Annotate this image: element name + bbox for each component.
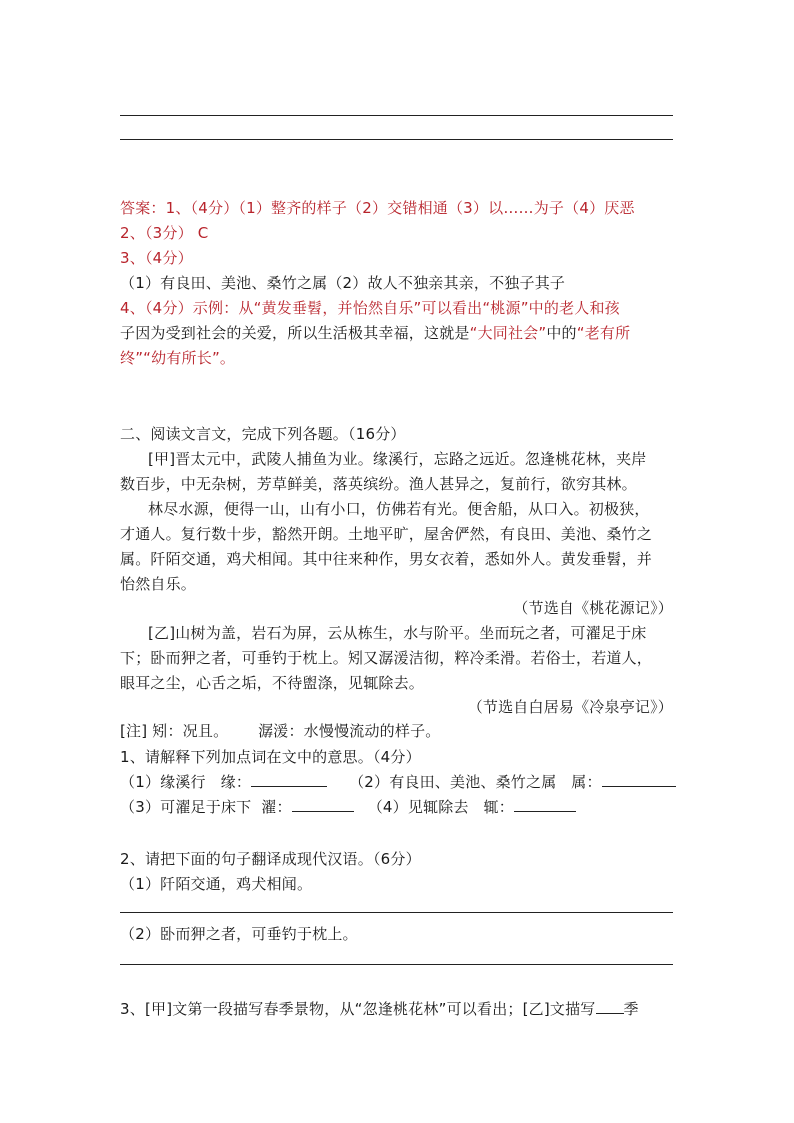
q3-blank[interactable] (596, 999, 624, 1014)
question-2-sentence-1: （1）阡陌交通，鸡犬相闻。 (120, 875, 313, 893)
jia-p2-line-1: 林尽水源，便得一山，山有小口，仿佛若有光。便舍船，从口入。初极狭， (148, 500, 650, 518)
q1-a-label: （1）缘溪行 缘： (120, 773, 252, 791)
answer-key-line-6 (120, 322, 676, 344)
q3-text-a: 3、[甲]文第一段描写春季景物，从“忽逢桃花林”可以看出；[乙]文描写 (120, 1000, 596, 1018)
section-heading: 二、阅读文言文，完成下列各题。（16分） (120, 425, 406, 443)
answer-key-line-6-d: “老有所 (576, 324, 631, 342)
jia-p2-line-4: 怡然自乐。 (120, 575, 197, 593)
answer-key-line-6-a: 子因为受到社会的关爱，所以生活极其幸福，这就是 (120, 324, 470, 342)
question-1-row-1 (120, 771, 676, 793)
q2-answer-line-2[interactable] (120, 964, 673, 965)
yi-line-1: [乙]山树为盖，岩石为屏，云从栋生，水与阶平。坐而玩之者，可濯足于床 (148, 624, 647, 642)
answer-line-1 (120, 115, 673, 116)
answer-key-line-5: 4、（4分）示例：从“黄发垂髫，并怡然自乐”可以看出“桃源”中的老人和孩 (120, 299, 620, 317)
answer-key-line-4: （1）有良田、美池、桑竹之属（2）故人不独亲其亲，不独子其子 (120, 274, 566, 292)
answer-line-2 (120, 139, 673, 140)
answer-key-line-7: 终”“幼有所长”。 (120, 349, 236, 367)
answer-key-line-1: 答案：1、（4分）（1）整齐的样子（2）交错相通（3）以……为子（4）厌恶 (120, 199, 635, 217)
q3-text-b: 季 (623, 1000, 639, 1018)
question-1-row-2 (120, 796, 676, 818)
q1-c-label: （3）可濯足于床下 濯： (120, 798, 292, 816)
q1-d-label: （4）见辄除去 辄： (367, 798, 514, 816)
answer-key-line-2: 2、（3分） C (120, 224, 209, 242)
answer-key-line-6-b: “大同社会” (469, 324, 547, 342)
question-2-prompt: 2、请把下面的句子翻译成现代汉语。（6分） (120, 850, 421, 868)
q1-b-blank[interactable] (602, 772, 676, 787)
yi-source: （节选自白居易《冷泉亭记》） (467, 698, 673, 716)
jia-source: （节选自《桃花源记》） (513, 599, 673, 617)
q1-b-label: （2）有良田、美池、桑竹之属 属： (349, 773, 602, 791)
answer-key-line-6-c: 中的 (546, 324, 577, 342)
yi-line-2: 下；卧而狎之者，可垂钓于枕上。矧又潺湲洁彻，粹冷柔滑。若俗士，若道人， (120, 649, 653, 667)
jia-p2-line-3: 属。阡陌交通，鸡犬相闻。其中往来种作，男女衣着，悉如外人。黄发垂髫，并 (120, 550, 653, 568)
question-2-sentence-2: （2）卧而狎之者，可垂钓于枕上。 (120, 925, 358, 943)
answer-key-line-3: 3、（4分） (120, 249, 193, 267)
annotation-note: [注] 矧：况且。 潺湲：水慢慢流动的样子。 (120, 722, 441, 740)
q1-d-blank[interactable] (514, 797, 576, 812)
q1-c-blank[interactable] (292, 797, 354, 812)
question-3-text (120, 998, 680, 1020)
q2-answer-line-1[interactable] (120, 912, 673, 913)
yi-line-3: 眼耳之尘，心舌之垢，不待盥涤，见辄除去。 (120, 674, 425, 692)
question-1-prompt: 1、请解释下列加点词在文中的意思。（4分） (120, 748, 421, 766)
q1-a-blank[interactable] (251, 772, 327, 787)
jia-p1-line-2: 数百步，中无杂树，芳草鲜美，落英缤纷。渔人甚异之，复前行，欲穷其林。 (120, 475, 637, 493)
jia-p2-line-2: 才通人。复行数十步，豁然开朗。土地平旷，屋舍俨然，有良田、美池、桑竹之 (120, 525, 653, 543)
jia-p1-line-1: [甲]晋太元中，武陵人捕鱼为业。缘溪行，忘路之远近。忽逢桃花林，夹岸 (148, 450, 647, 468)
